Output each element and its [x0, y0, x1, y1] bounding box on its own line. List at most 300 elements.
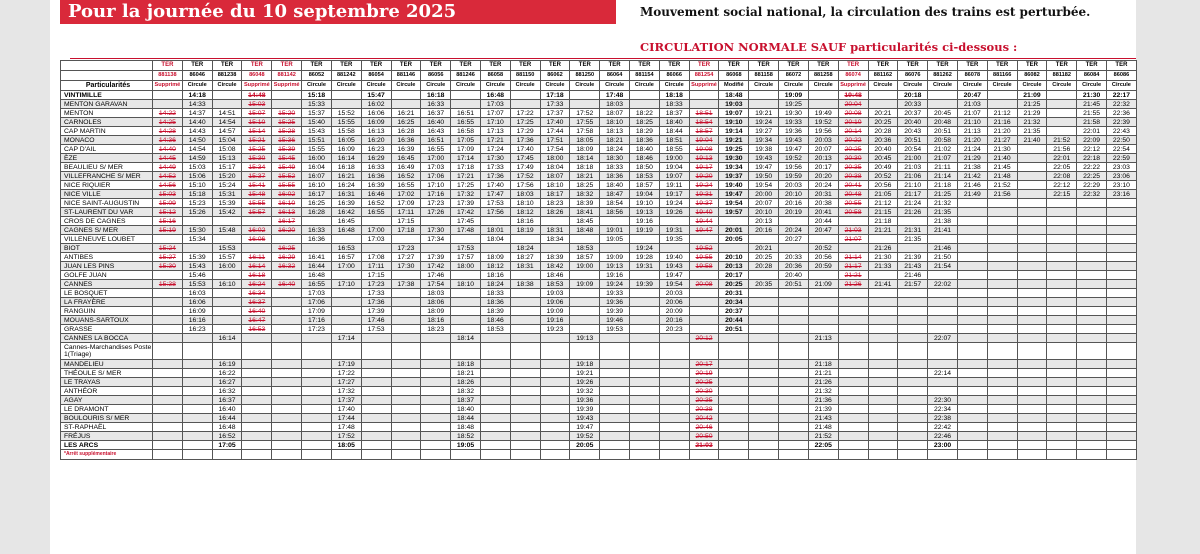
time-cell: [1107, 343, 1137, 360]
time-cell: [719, 244, 749, 253]
time-cell: [957, 280, 987, 289]
time-cell: [272, 298, 302, 307]
time-cell: [928, 307, 958, 316]
time-cell: 21:39: [808, 405, 838, 414]
time-cell: [331, 91, 361, 100]
time-cell: 20:07: [808, 145, 838, 154]
time-cell: [212, 343, 242, 360]
time-cell: 20:08: [689, 280, 719, 289]
time-cell: 21:21: [838, 271, 868, 280]
train-number-cell: 881238: [212, 71, 242, 81]
time-cell: 18:46: [540, 271, 570, 280]
time-cell: 20:25: [689, 378, 719, 387]
time-cell: 19:37: [689, 199, 719, 208]
time-cell: 16:03: [182, 289, 212, 298]
time-cell: [898, 316, 928, 325]
time-cell: [838, 334, 868, 343]
train-number-cell: 881246: [451, 71, 481, 81]
time-cell: [570, 298, 600, 307]
train-number-cell: 86046: [182, 71, 212, 81]
time-cell: [361, 378, 391, 387]
time-cell: 17:56: [510, 181, 540, 190]
empty-cell: [361, 450, 391, 460]
time-cell: 15:09: [153, 199, 183, 208]
train-number-cell: 881258: [808, 71, 838, 81]
train-number-cell: 86056: [421, 71, 451, 81]
time-cell: 18:51: [659, 136, 689, 145]
time-cell: [510, 360, 540, 369]
time-cell: 22:01: [1047, 154, 1077, 163]
time-cell: [361, 441, 391, 450]
time-cell: [808, 91, 838, 100]
time-cell: [540, 378, 570, 387]
time-cell: 16:02: [272, 190, 302, 199]
time-cell: 19:40: [659, 253, 689, 262]
time-cell: [451, 235, 481, 244]
time-cell: 21:57: [898, 280, 928, 289]
time-cell: [659, 217, 689, 226]
time-cell: 19:30: [779, 109, 809, 118]
time-cell: [898, 441, 928, 450]
time-cell: [1017, 262, 1047, 271]
time-cell: 21:32: [808, 387, 838, 396]
train-status-cell: Supprimé: [838, 81, 868, 91]
time-cell: [1017, 360, 1047, 369]
time-cell: 15:48: [212, 226, 242, 235]
time-cell: [361, 334, 391, 343]
time-cell: [987, 441, 1017, 450]
time-cell: [1077, 208, 1107, 217]
time-cell: [391, 289, 421, 298]
time-cell: 16:20: [272, 226, 302, 235]
time-cell: 16:55: [451, 118, 481, 127]
time-cell: [957, 405, 987, 414]
time-cell: 20:17: [719, 271, 749, 280]
time-cell: [719, 432, 749, 441]
time-cell: [868, 423, 898, 432]
time-cell: [928, 100, 958, 109]
empty-cell: [957, 450, 987, 460]
time-cell: 16:23: [182, 325, 212, 334]
train-number-cell: 881146: [391, 71, 421, 81]
time-cell: [749, 396, 779, 405]
train-type-cell: TER: [391, 61, 421, 71]
time-cell: 17:30: [480, 154, 510, 163]
train-number-cell: 86084: [1077, 71, 1107, 81]
time-cell: 16:14: [242, 262, 272, 271]
time-cell: [421, 378, 451, 387]
time-cell: 18:09: [421, 307, 451, 316]
time-cell: [1107, 307, 1137, 316]
time-cell: 17:46: [361, 316, 391, 325]
time-cell: [1077, 334, 1107, 343]
time-cell: 20:47: [957, 91, 987, 100]
timetable-row: [61, 127, 1137, 136]
time-cell: 18:53: [540, 280, 570, 289]
time-cell: 17:06: [302, 298, 332, 307]
time-cell: 19:28: [630, 253, 660, 262]
time-cell: [302, 414, 332, 423]
train-type-cell: TER: [182, 61, 212, 71]
timetable-row: [61, 378, 1137, 387]
time-cell: [659, 343, 689, 360]
time-cell: 18:45: [570, 217, 600, 226]
time-cell: [1047, 100, 1077, 109]
time-cell: [987, 289, 1017, 298]
time-cell: 18:30: [600, 154, 630, 163]
time-cell: 15:10: [182, 181, 212, 190]
time-cell: [570, 289, 600, 298]
time-cell: 17:36: [510, 136, 540, 145]
time-cell: 18:39: [540, 253, 570, 262]
train-status-cell: Circule: [659, 81, 689, 91]
time-cell: [242, 414, 272, 423]
time-cell: 18:40: [659, 118, 689, 127]
time-cell: 18:04: [480, 235, 510, 244]
time-cell: 19:53: [600, 325, 630, 334]
time-cell: 17:54: [421, 280, 451, 289]
time-cell: [510, 235, 540, 244]
time-cell: 14:18: [182, 91, 212, 100]
time-cell: [719, 405, 749, 414]
time-cell: 19:34: [719, 163, 749, 172]
time-cell: 20:10: [838, 118, 868, 127]
time-cell: [302, 334, 332, 343]
time-cell: [242, 244, 272, 253]
time-cell: 19:07: [659, 172, 689, 181]
time-cell: [957, 414, 987, 423]
time-cell: 17:39: [451, 199, 481, 208]
time-cell: [898, 334, 928, 343]
time-cell: 19:39: [630, 280, 660, 289]
time-cell: [331, 271, 361, 280]
station-name: CAP MARTIN: [61, 127, 153, 136]
time-cell: [182, 405, 212, 414]
time-cell: 16:42: [331, 208, 361, 217]
time-cell: 20:46: [689, 423, 719, 432]
time-cell: 18:19: [510, 226, 540, 235]
time-cell: 20:49: [868, 163, 898, 172]
timetable-row: [61, 289, 1137, 298]
time-cell: 20:25: [868, 118, 898, 127]
time-cell: [272, 325, 302, 334]
time-cell: 17:36: [361, 298, 391, 307]
time-cell: 21:07: [957, 109, 987, 118]
time-cell: 16:48: [302, 271, 332, 280]
train-number-cell: 881158: [749, 71, 779, 81]
time-cell: [928, 289, 958, 298]
train-number-cell: 86078: [957, 71, 987, 81]
time-cell: [153, 316, 183, 325]
time-cell: [987, 360, 1017, 369]
time-cell: 19:01: [600, 226, 630, 235]
time-cell: 21:02: [928, 145, 958, 154]
time-cell: 18:40: [630, 145, 660, 154]
time-cell: 16:55: [421, 145, 451, 154]
time-cell: [957, 378, 987, 387]
time-cell: [719, 378, 749, 387]
time-cell: 17:03: [302, 289, 332, 298]
time-cell: [153, 334, 183, 343]
time-cell: [838, 405, 868, 414]
time-cell: 16:25: [302, 199, 332, 208]
time-cell: [868, 378, 898, 387]
time-cell: [421, 423, 451, 432]
time-cell: 19:09: [600, 253, 630, 262]
time-cell: 15:14: [242, 127, 272, 136]
time-cell: [153, 405, 183, 414]
time-cell: [1047, 262, 1077, 271]
time-cell: 15:39: [182, 253, 212, 262]
time-cell: [1107, 360, 1137, 369]
time-cell: [630, 405, 660, 414]
time-cell: [1017, 199, 1047, 208]
time-cell: 20:56: [868, 181, 898, 190]
time-cell: [421, 244, 451, 253]
time-cell: [272, 360, 302, 369]
empty-cell: [779, 450, 809, 460]
time-cell: 16:48: [212, 423, 242, 432]
time-cell: 15:36: [272, 136, 302, 145]
time-cell: [957, 199, 987, 208]
time-cell: 14:25: [153, 118, 183, 127]
empty-cell: [421, 450, 451, 460]
time-cell: 21:13: [808, 334, 838, 343]
time-cell: 18:14: [570, 154, 600, 163]
time-cell: 16:00: [212, 262, 242, 271]
station-name: MONACO: [61, 136, 153, 145]
time-cell: 19:37: [719, 172, 749, 181]
time-cell: 17:15: [391, 217, 421, 226]
time-cell: [1077, 262, 1107, 271]
time-cell: 19:52: [808, 118, 838, 127]
disruption-notice: Mouvement social national, la circulation des trains est perturbée.: [640, 5, 1091, 19]
time-cell: 15:53: [212, 244, 242, 253]
time-cell: [689, 100, 719, 109]
train-number-cell: 86072: [779, 71, 809, 81]
time-cell: 18:07: [600, 109, 630, 118]
time-cell: [302, 378, 332, 387]
time-cell: 17:33: [361, 289, 391, 298]
time-cell: [1107, 423, 1137, 432]
time-cell: 16:25: [391, 118, 421, 127]
time-cell: 16:28: [302, 208, 332, 217]
time-cell: [749, 289, 779, 298]
time-cell: [540, 217, 570, 226]
timetable-row: [61, 387, 1137, 396]
time-cell: 20:42: [689, 414, 719, 423]
time-cell: [838, 396, 868, 405]
time-cell: 19:46: [600, 316, 630, 325]
train-type-cell: TER: [480, 61, 510, 71]
time-cell: 14:54: [212, 118, 242, 127]
time-cell: 20:51: [779, 280, 809, 289]
time-cell: [928, 378, 958, 387]
train-type-cell: TER: [212, 61, 242, 71]
train-number-cell: 86086: [1107, 71, 1137, 81]
time-cell: 20:06: [659, 298, 689, 307]
time-cell: [957, 316, 987, 325]
time-cell: 18:46: [630, 154, 660, 163]
time-cell: [987, 226, 1017, 235]
time-cell: [1107, 226, 1137, 235]
time-cell: [928, 298, 958, 307]
time-cell: 15:23: [182, 199, 212, 208]
train-number-cell: 881254: [689, 71, 719, 81]
time-cell: [868, 414, 898, 423]
train-type-cell: TER: [1047, 61, 1077, 71]
time-cell: 17:40: [540, 118, 570, 127]
time-cell: 16:22: [212, 369, 242, 378]
time-cell: [630, 307, 660, 316]
time-cell: 16:45: [331, 217, 361, 226]
time-cell: 22:01: [1077, 127, 1107, 136]
empty-cell: [391, 450, 421, 460]
time-cell: [361, 244, 391, 253]
time-cell: 22:15: [1047, 190, 1077, 199]
time-cell: [600, 396, 630, 405]
time-cell: [630, 396, 660, 405]
station-name: NICE RIQUIER: [61, 181, 153, 190]
time-cell: [1107, 217, 1137, 226]
time-cell: 17:23: [391, 244, 421, 253]
time-cell: [153, 432, 183, 441]
train-number-cell: 86054: [361, 71, 391, 81]
time-cell: [868, 432, 898, 441]
time-cell: 17:00: [421, 154, 451, 163]
time-cell: 20:24: [779, 226, 809, 235]
time-cell: 19:23: [540, 325, 570, 334]
time-cell: [1047, 360, 1077, 369]
time-cell: 19:00: [659, 154, 689, 163]
time-cell: 17:23: [302, 325, 332, 334]
time-cell: 15:24: [212, 181, 242, 190]
time-cell: 17:55: [570, 118, 600, 127]
train-type-cell: TER: [451, 61, 481, 71]
time-cell: [987, 423, 1017, 432]
time-cell: 19:56: [779, 163, 809, 172]
time-cell: [987, 217, 1017, 226]
time-cell: 19:31: [659, 226, 689, 235]
time-cell: 20:28: [749, 262, 779, 271]
time-cell: 15:18: [302, 91, 332, 100]
time-cell: 21:52: [808, 432, 838, 441]
time-cell: 20:17: [808, 163, 838, 172]
train-status-cell: Circule: [480, 81, 510, 91]
time-cell: [480, 387, 510, 396]
time-cell: 19:36: [779, 127, 809, 136]
time-cell: 16:28: [391, 127, 421, 136]
time-cell: 15:37: [302, 109, 332, 118]
time-cell: 20:48: [928, 118, 958, 127]
time-cell: 18:10: [451, 280, 481, 289]
time-cell: [391, 298, 421, 307]
time-cell: 17:48: [600, 91, 630, 100]
time-cell: [302, 244, 332, 253]
time-cell: [510, 307, 540, 316]
time-cell: 21:48: [808, 423, 838, 432]
time-cell: [957, 235, 987, 244]
time-cell: [749, 360, 779, 369]
time-cell: 21:41: [868, 280, 898, 289]
time-cell: [928, 360, 958, 369]
empty-cell: [1017, 450, 1047, 460]
time-cell: [749, 414, 779, 423]
time-cell: 16:51: [451, 109, 481, 118]
time-cell: [212, 91, 242, 100]
train-status-cell: Supprimé: [272, 81, 302, 91]
time-cell: 19:13: [570, 334, 600, 343]
time-cell: 18:38: [510, 280, 540, 289]
time-cell: 18:23: [421, 325, 451, 334]
time-cell: [659, 360, 689, 369]
time-cell: [1047, 289, 1077, 298]
time-cell: 16:41: [302, 253, 332, 262]
time-cell: 17:44: [331, 414, 361, 423]
time-cell: 16:57: [331, 253, 361, 262]
time-cell: [361, 217, 391, 226]
time-cell: [510, 100, 540, 109]
time-cell: [987, 253, 1017, 262]
time-cell: [1017, 181, 1047, 190]
time-cell: 21:29: [957, 154, 987, 163]
timetable-row: [61, 253, 1137, 262]
time-cell: 16:31: [331, 190, 361, 199]
station-name: MANDELIEU: [61, 360, 153, 369]
time-cell: [242, 360, 272, 369]
time-cell: [480, 369, 510, 378]
time-cell: 22:36: [1107, 109, 1137, 118]
train-status-cell: Circule: [1047, 81, 1077, 91]
time-cell: [1017, 208, 1047, 217]
time-cell: 15:57: [212, 253, 242, 262]
time-cell: [719, 414, 749, 423]
time-cell: [779, 343, 809, 360]
time-cell: [331, 307, 361, 316]
station-name: JUAN LES PINS: [61, 262, 153, 271]
station-name: CROS DE CAGNES: [61, 217, 153, 226]
empty-cell: [659, 450, 689, 460]
time-cell: [779, 414, 809, 423]
time-cell: [600, 217, 630, 226]
train-status-cell: Circule: [510, 81, 540, 91]
time-cell: 15:47: [361, 91, 391, 100]
time-cell: 14:50: [182, 136, 212, 145]
train-type-cell: TER: [957, 61, 987, 71]
time-cell: 21:30: [1077, 91, 1107, 100]
time-cell: 21:09: [808, 280, 838, 289]
train-status-cell: Circule: [749, 81, 779, 91]
time-cell: 15:28: [272, 127, 302, 136]
timetable-row: [61, 154, 1137, 163]
time-cell: 21:31: [898, 226, 928, 235]
time-cell: 21:24: [898, 199, 928, 208]
time-cell: [987, 235, 1017, 244]
time-cell: 19:25: [719, 145, 749, 154]
time-cell: [987, 396, 1017, 405]
time-cell: 16:02: [361, 100, 391, 109]
time-cell: 17:42: [421, 262, 451, 271]
time-cell: 20:40: [868, 145, 898, 154]
time-cell: [659, 405, 689, 414]
time-cell: [779, 423, 809, 432]
time-cell: 18:10: [510, 199, 540, 208]
time-cell: 22:07: [928, 334, 958, 343]
time-cell: 21:32: [1017, 118, 1047, 127]
time-cell: 20:36: [779, 262, 809, 271]
time-cell: [957, 307, 987, 316]
time-cell: 19:59: [779, 172, 809, 181]
